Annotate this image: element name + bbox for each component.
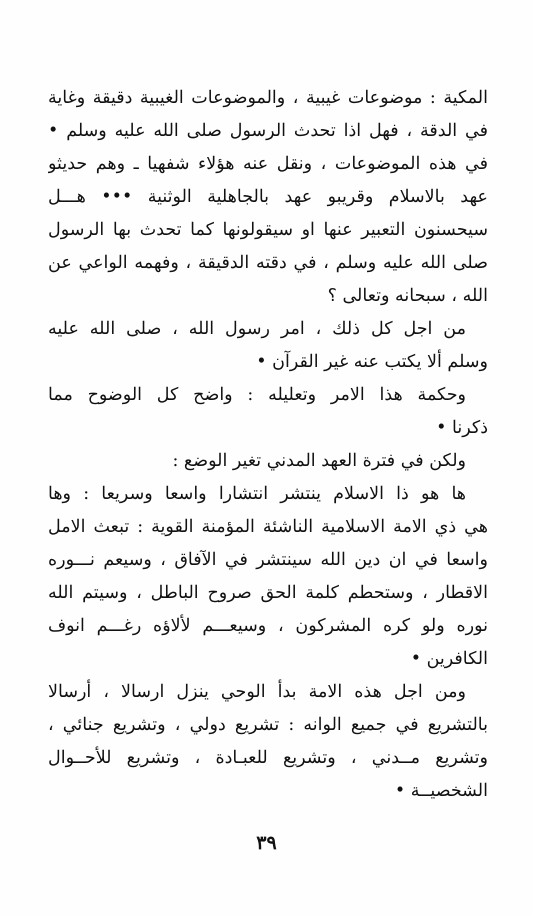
text-line: وسلم ألا يكتب عنه غير القرآن • — [256, 352, 488, 372]
text-line: ها هو ذا الاسلام ينتشر انتشارا واسعا وسريعا : وها — [48, 484, 466, 504]
text-line: نوره ولو كره المشركون ، وسيعـــم لألاؤه رغـــم انوف — [48, 616, 488, 636]
text-line: ومن اجل هذه الامة بدأ الوحي ينزل ارسالا ، أرسالا — [48, 682, 466, 702]
text-line: وحكمة هذا الامر وتعليله : واضح كل الوضوح مما — [48, 385, 466, 405]
text-line: واسعا في ان دين الله سينتشر في الآفاق ، وسيعم نـــوره — [48, 550, 488, 570]
text-line: صلى الله عليه وسلم ، في دقته الدقيقة ، وفهمه الواعي عن — [48, 253, 488, 273]
body-text — [48, 82, 488, 808]
text-line: الكافرين • — [410, 649, 488, 669]
text-line: ذكرنا • — [436, 418, 488, 438]
text-line: الله ، سبحانه وتعالى ؟ — [327, 286, 488, 306]
text-line: عهد بالاسلام وقريبو عهد بالجاهلية الوثنية ••• هـــل — [48, 187, 488, 207]
text-line: في الدقة ، فهل اذا تحدث الرسول صلى الله عليه وسلم • — [48, 121, 488, 141]
text-line: بالتشريع في جميع الوانه : تشريع دولي ، وتشريع جنائي ، — [48, 715, 488, 735]
page-number: ٣٩ — [256, 832, 277, 854]
section-heading: ولكن في فترة العهد المدني تغير الوضع : — [172, 451, 466, 471]
text-line: الشخصيــة • — [394, 781, 488, 801]
text-line: سيحسنون التعبير عنها او سيقولونها كما تحدث بها الرسول — [48, 220, 488, 240]
text-line: وتشريع مــدني ، وتشريع للعبـادة ، وتشريع للأحــوال — [48, 748, 488, 768]
text-line: الاقطار ، وستحطم كلمة الحق صروح الباطل ، وسيتم الله — [48, 583, 488, 603]
text-line: من اجل كل ذلك ، امر رسول الله ، صلى الله عليه — [48, 319, 466, 339]
text-line: هي ذي الامة الاسلامية الناشئة المؤمنة القوية : تبعث الامل — [48, 517, 488, 537]
text-line: في هذه الموضوعات ، ونقل عنه هؤلاء شفهيا ـ وهم حديثو — [48, 154, 488, 174]
text-line: المكية : موضوعات غيبية ، والموضوعات الغيبية دقيقة وغاية — [48, 88, 488, 108]
